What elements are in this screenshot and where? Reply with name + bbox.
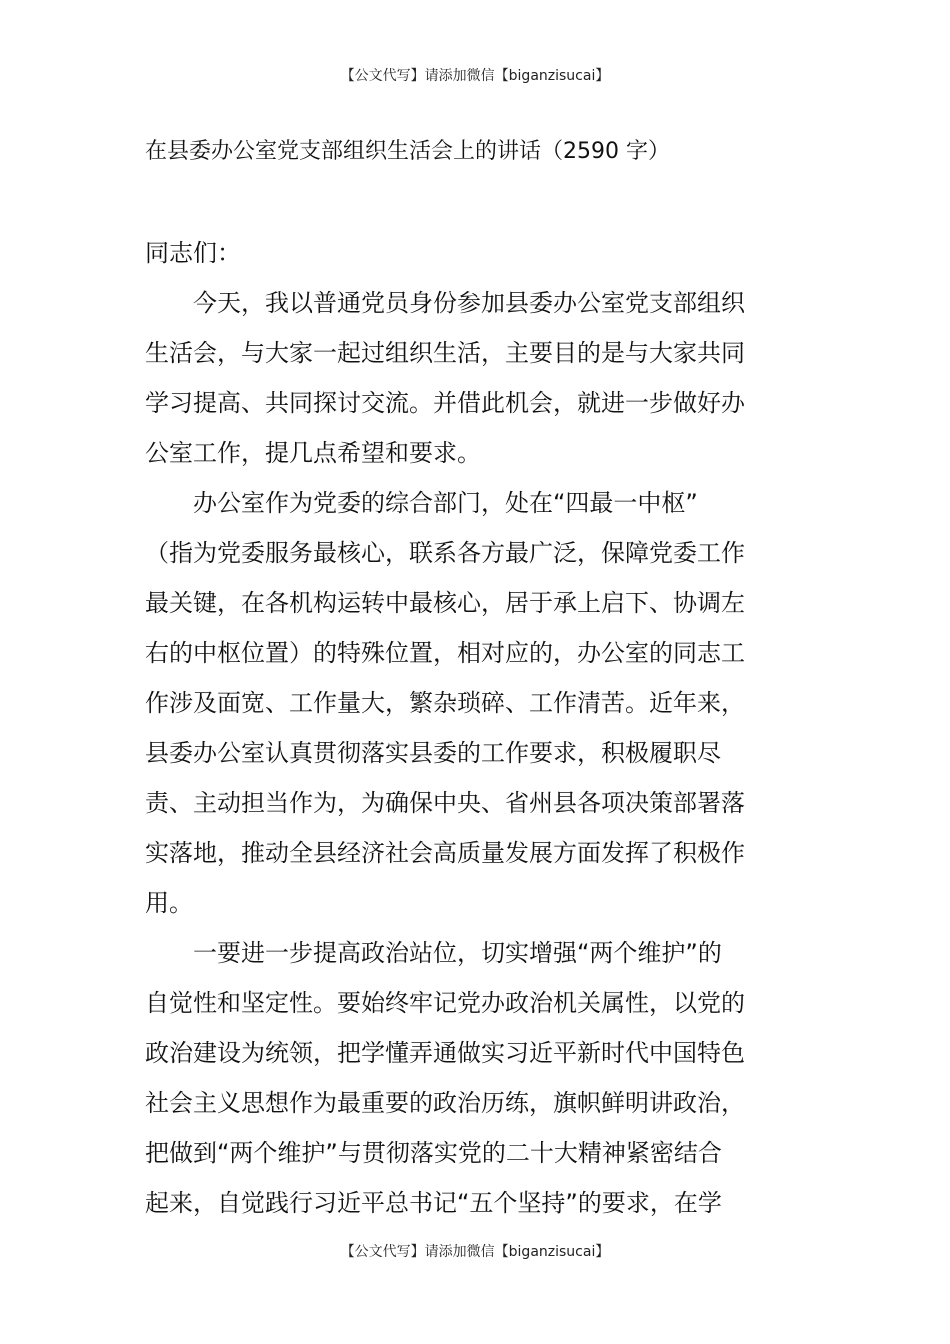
document-title: 在县委办公室党支部组织生活会上的讲话（2590 字） xyxy=(145,139,670,164)
paragraph-line: 最关键，在各机构运转中最核心，居于承上启下、协调左 xyxy=(145,589,745,617)
paragraph-line: 今天，我以普通党员身份参加县委办公室党支部组织 xyxy=(193,289,745,317)
document-body xyxy=(145,128,810,1228)
paragraph-line: 县委办公室认真贯彻落实县委的工作要求，积极履职尽 xyxy=(145,739,721,767)
paragraph-line: 实落地，推动全县经济社会高质量发展方面发挥了积极作 xyxy=(145,839,745,867)
paragraph-line: 起来，自觉践行习近平总书记“五个坚持”的要求，在学 xyxy=(145,1189,722,1217)
paragraph-line: 作涉及面宽、工作量大，繁杂琐碎、工作清苦。近年来， xyxy=(145,689,745,717)
salutation: 同志们： xyxy=(145,239,241,267)
paragraph-2 xyxy=(145,478,810,928)
page-header: 【公文代写】请添加微信【biganzisucai】 xyxy=(340,68,610,84)
paragraph-line: 政治建设为统领，把学懂弄通做实习近平新时代中国特色 xyxy=(145,1039,745,1067)
paragraph-line: 用。 xyxy=(145,889,193,917)
paragraph-line: 办公室作为党委的综合部门，处在“四最一中枢” xyxy=(193,489,698,517)
paragraph-line: 公室工作，提几点希望和要求。 xyxy=(145,439,481,467)
paragraph-line: 社会主义思想作为最重要的政治历练，旗帜鲜明讲政治， xyxy=(145,1089,745,1117)
paragraph-1 xyxy=(145,278,810,478)
paragraph-line: 一要进一步提高政治站位，切实增强“两个维护”的 xyxy=(193,939,722,967)
paragraph-line: 右的中枢位置）的特殊位置，相对应的，办公室的同志工 xyxy=(145,639,745,667)
paragraph-line: 自觉性和坚定性。要始终牢记党办政治机关属性，以党的 xyxy=(145,989,745,1017)
paragraph-line: （指为党委服务最核心，联系各方最广泛，保障党委工作 xyxy=(145,539,745,567)
paragraph-line: 把做到“两个维护”与贯彻落实党的二十大精神紧密结合 xyxy=(145,1139,722,1167)
paragraph-line: 学习提高、共同探讨交流。并借此机会，就进一步做好办 xyxy=(145,389,745,417)
paragraph-line: 责、主动担当作为，为确保中央、省州县各项决策部署落 xyxy=(145,789,745,817)
page-footer: 【公文代写】请添加微信【biganzisucai】 xyxy=(340,1244,610,1260)
paragraph-3 xyxy=(145,928,810,1228)
paragraph-line: 生活会，与大家一起过组织生活，主要目的是与大家共同 xyxy=(145,339,745,367)
